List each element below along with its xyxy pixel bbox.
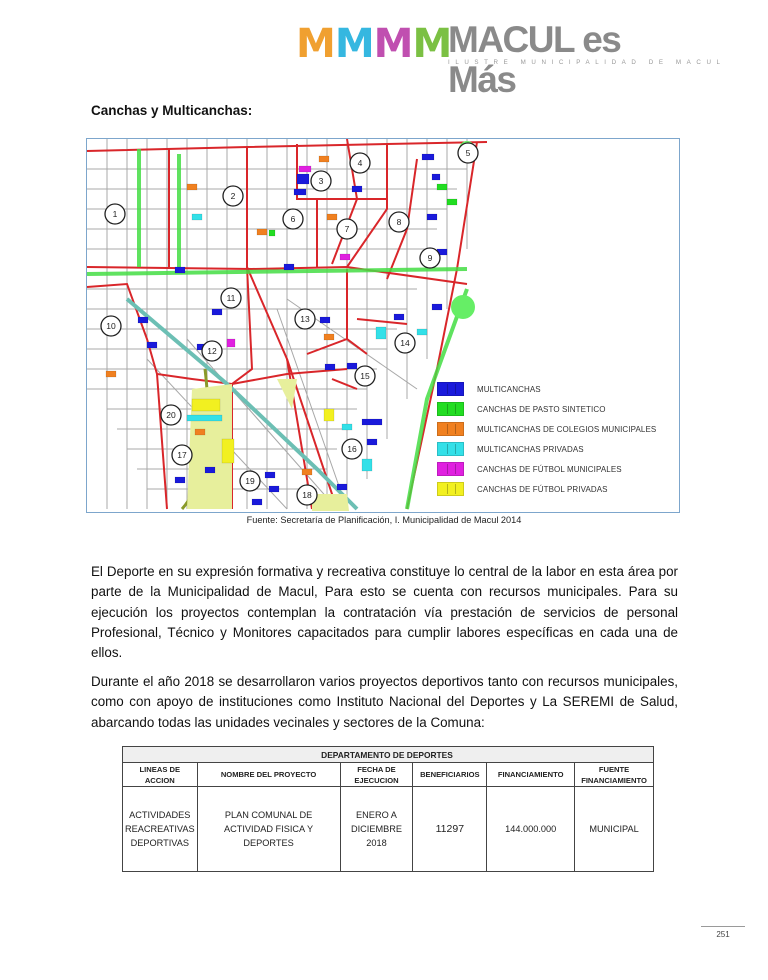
svg-text:1: 1 — [112, 209, 118, 219]
col-header-fecha: FECHA DE EJECUCION — [340, 763, 413, 787]
cell-nombre: PLAN COMUNAL DE ACTIVIDAD FISICA Y DEPORTES — [197, 787, 340, 872]
legend-item — [437, 479, 677, 499]
legend-item — [437, 459, 677, 479]
legend-label: CANCHAS DE FÚTBOL MUNICIPALES — [477, 464, 622, 474]
paragraph-2018: Durante el año 2018 se desarrollaron varios proyectos deportivos tanto con recursos municipales, como con apoyo de instituciones como Instituto Nacional del Deportes y La SEREMI de Salud, abarcando todas las unidades vecinales y sectores de la Comuna: — [91, 674, 678, 730]
svg-text:12: 12 — [207, 346, 217, 356]
logo-m-4: M — [412, 21, 451, 67]
logo-mark-icon — [296, 21, 451, 67]
logo-wordmark: MACUL es Más — [448, 19, 621, 100]
svg-text:5: 5 — [465, 148, 471, 158]
svg-text:7: 7 — [344, 224, 350, 234]
section-title: Canchas y Multicanchas: — [91, 103, 253, 118]
svg-text:3: 3 — [318, 176, 324, 186]
svg-text:4: 4 — [357, 158, 363, 168]
futbol-privadas-swatch-icon — [437, 482, 464, 496]
svg-text:20: 20 — [166, 410, 176, 420]
logo-m-1: M — [296, 21, 334, 67]
multicanchas-privadas-swatch-icon — [437, 442, 464, 456]
legend-item — [437, 399, 677, 419]
cell-fecha: ENERO A DICIEMBRE 2018 — [340, 787, 413, 872]
legend-label: CANCHAS DE FÚTBOL PRIVADAS — [477, 484, 608, 494]
svg-text:15: 15 — [360, 371, 370, 381]
legend-label: CANCHAS DE PASTO SINTETICO — [477, 404, 606, 414]
table-header-row — [123, 763, 654, 787]
map-caption: Fuente: Secretaría de Planificación, I. Municipalidad de Macul 2014 — [246, 515, 522, 525]
legend-item — [437, 439, 677, 459]
logo-subtitle: ILUSTRE MUNICIPALIDAD DE MACUL — [448, 59, 726, 66]
multicanchas-swatch-icon — [437, 382, 464, 396]
svg-text:8: 8 — [396, 217, 402, 227]
svg-text:2: 2 — [230, 191, 236, 201]
svg-text:6: 6 — [290, 214, 296, 224]
paragraph-deporte: El Deporte en su expresión formativa y recreativa constituye lo central de la labor en esta área por parte de la Municipalidad de Macul, Para esto se cuenta con recursos municipales. Para su ejecución los proyectos contemplan la contratación vía prestación de servicios de personal Profesional, Técnico y Monitores capacitados para cumplir labores específicas en cada una de ellos. — [91, 564, 678, 661]
col-header-nombre: NOMBRE DEL PROYECTO — [197, 763, 340, 787]
svg-text:17: 17 — [177, 450, 187, 460]
legend-label: MULTICANCHAS PRIVADAS — [477, 444, 584, 454]
svg-text:16: 16 — [347, 444, 357, 454]
legend-label: MULTICANCHAS — [477, 384, 541, 394]
pasto-sintetico-swatch-icon — [437, 402, 464, 416]
departamento-deportes-table — [122, 746, 654, 872]
cell-beneficiarios: 11297 — [413, 787, 487, 872]
col-header-fuente: FUENTE FINANCIAMIENTO — [575, 763, 654, 787]
svg-text:14: 14 — [400, 338, 410, 348]
table-title-row — [123, 747, 654, 763]
futbol-municipales-swatch-icon — [437, 462, 464, 476]
legend-item — [437, 379, 677, 399]
table-title: DEPARTAMENTO DE DEPORTES — [123, 747, 654, 763]
logo-m-2: M — [334, 21, 373, 67]
col-header-beneficiarios: BENEFICIARIOS — [413, 763, 487, 787]
logo-m-3: M — [373, 21, 412, 67]
page-number: 251 — [716, 930, 730, 939]
col-header-lineas: LINEAS DE ACCION — [123, 763, 198, 787]
svg-text:13: 13 — [300, 314, 310, 324]
colegios-municipales-swatch-icon — [437, 422, 464, 436]
col-header-financiamiento: FINANCIAMIENTO — [487, 763, 575, 787]
svg-text:9: 9 — [427, 253, 433, 263]
header-logo — [296, 19, 726, 100]
cell-lineas: ACTIVIDADES REACREATIVAS DEPORTIVAS — [123, 787, 198, 872]
sports-facilities-map — [86, 138, 680, 513]
legend-label: MULTICANCHAS DE COLEGIOS MUNICIPALES — [477, 424, 657, 434]
cell-fuente: MUNICIPAL — [575, 787, 654, 872]
svg-text:10: 10 — [106, 321, 116, 331]
svg-text:18: 18 — [302, 490, 312, 500]
legend-item — [437, 419, 677, 439]
svg-text:11: 11 — [226, 293, 236, 303]
cell-financiamiento: 144.000.000 — [487, 787, 575, 872]
map-legend — [437, 379, 677, 499]
table-row — [123, 787, 654, 872]
page-number-rule — [701, 926, 745, 927]
svg-text:19: 19 — [245, 476, 255, 486]
